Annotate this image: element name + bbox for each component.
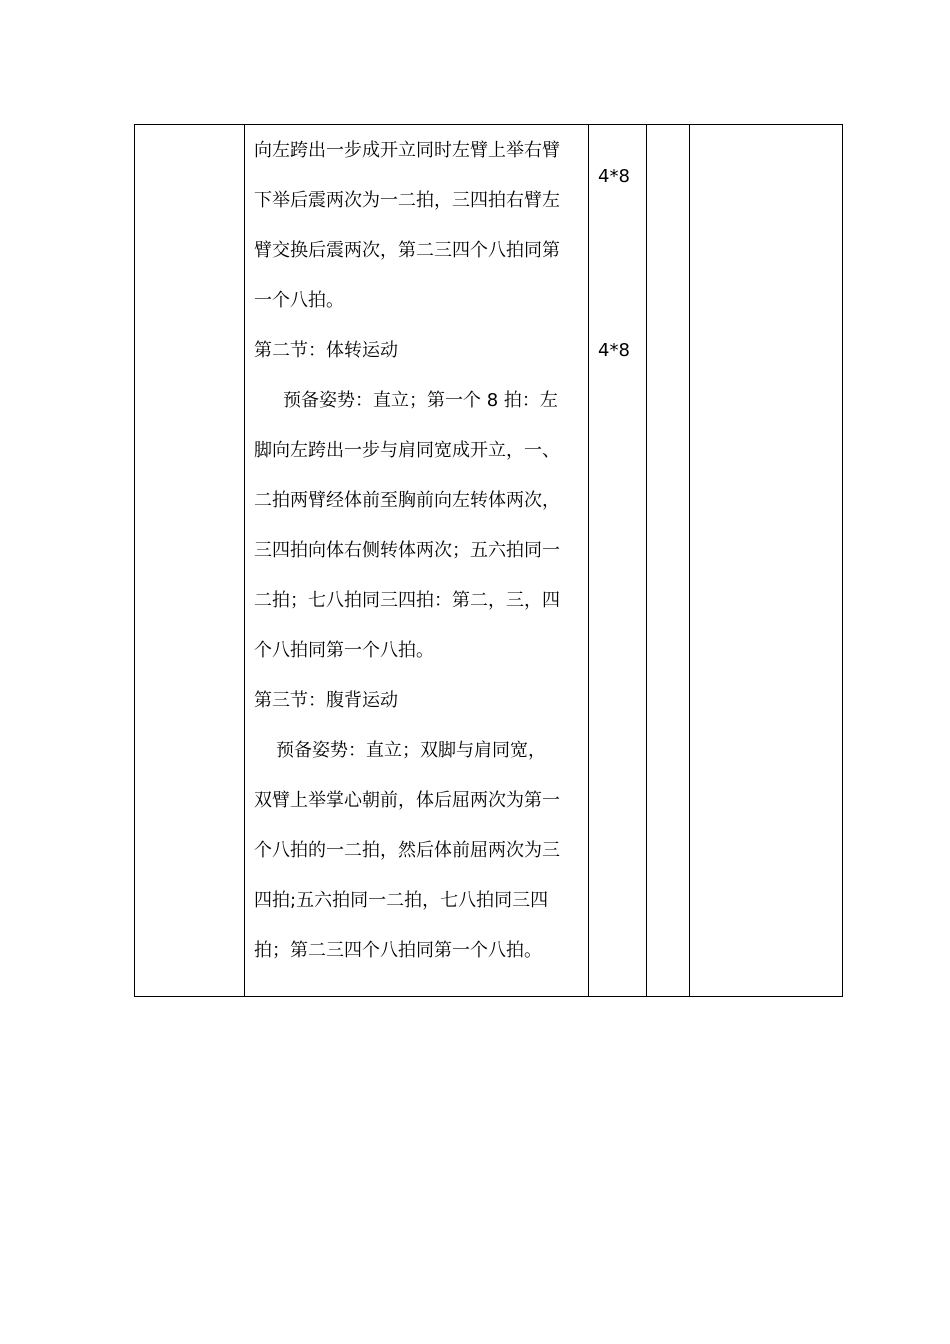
content-line: 一个八拍。 bbox=[254, 290, 344, 311]
table-column-left bbox=[135, 125, 245, 996]
exercise-table bbox=[134, 124, 843, 997]
section-heading-2: 第二节：体转运动 bbox=[254, 340, 398, 361]
content-line: 预备姿势：直立；第一个 8 拍：左 bbox=[283, 390, 558, 411]
content-line: 向左跨出一步成开立同时左臂上举右臂 bbox=[254, 140, 560, 161]
section-heading-3: 第三节：腹背运动 bbox=[254, 690, 398, 711]
table-column-count bbox=[589, 125, 647, 996]
content-line: 四拍;五六拍同一二拍，七八拍同三四 bbox=[254, 890, 549, 911]
content-line: 预备姿势：直立；双脚与肩同宽， bbox=[276, 740, 546, 761]
table-column-right bbox=[690, 125, 842, 996]
content-line: 拍；第二三四个八拍同第一个八拍。 bbox=[254, 940, 542, 961]
content-line: 二拍两臂经体前至胸前向左转体两次， bbox=[254, 490, 560, 511]
content-line: 个八拍的一二拍，然后体前屈两次为三 bbox=[254, 840, 560, 861]
content-line: 脚向左跨出一步与肩同宽成开立，一、 bbox=[254, 440, 560, 461]
content-line: 三四拍向体右侧转体两次；五六拍同一 bbox=[254, 540, 560, 561]
count-value: 4*8 bbox=[598, 340, 630, 361]
content-line: 个八拍同第一个八拍。 bbox=[254, 640, 434, 661]
content-line: 下举后震两次为一二拍，三四拍右臂左 bbox=[254, 190, 560, 211]
content-line: 双臂上举掌心朝前，体后屈两次为第一 bbox=[254, 790, 560, 811]
content-line: 臂交换后震两次，第二三四个八拍同第 bbox=[254, 240, 560, 261]
table-column-narrow bbox=[647, 125, 690, 996]
content-line: 二拍；七八拍同三四拍：第二，三，四 bbox=[254, 590, 560, 611]
table-column-content bbox=[245, 125, 589, 996]
count-value: 4*8 bbox=[598, 166, 630, 187]
